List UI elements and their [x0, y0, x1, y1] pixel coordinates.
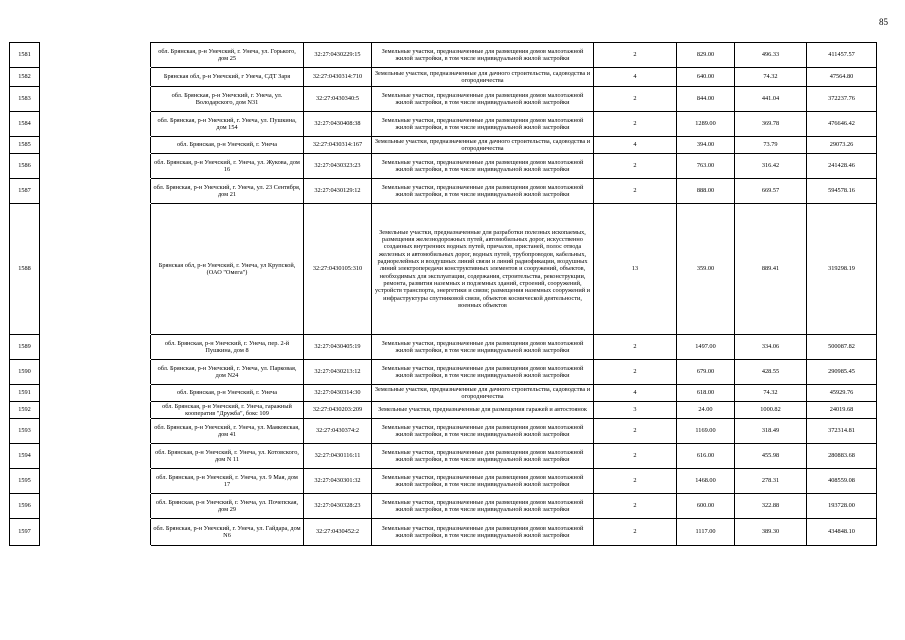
address-cell: обл. Брянская, р-н Унечский, г. Унеча, ул. 9 Мая, дом 17 [151, 469, 304, 494]
spacer-cell [40, 87, 151, 112]
cadastral-value-cell: 280883.68 [807, 444, 877, 469]
specific-value-cell: 441.04 [735, 87, 807, 112]
area-cell: 888.00 [677, 179, 735, 204]
spacer-cell [40, 360, 151, 385]
table-row [10, 112, 877, 137]
land-use-cell: Земельные участки, предназначенные для размещения домов малоэтажной жилой застройки, в том числе индивидуальной жилой застройки [372, 112, 594, 137]
page-number: 85 [879, 17, 888, 27]
area-cell: 1169.00 [677, 419, 735, 444]
address-cell: обл. Брянская, р-н Унечский, г. Унеча, ул. Горького, дом 25 [151, 43, 304, 68]
land-use-cell: Земельные участки, предназначенные для дачного строительства, садоводства и огородничества [372, 68, 594, 87]
land-use-cell: Земельные участки, предназначенные для размещения домов малоэтажной жилой застройки, в том числе индивидуальной жилой застройки [372, 360, 594, 385]
spacer-cell [40, 419, 151, 444]
area-cell: 1468.00 [677, 469, 735, 494]
cadastral-number-cell: 32:27:0430116:11 [304, 444, 372, 469]
land-use-cell: Земельные участки, предназначенные для размещения домов малоэтажной жилой застройки, в том числе индивидуальной жилой застройки [372, 444, 594, 469]
specific-value-cell: 74.32 [735, 385, 807, 402]
group-cell: 2 [594, 87, 677, 112]
cadastral-number-cell: 32:27:0430314:710 [304, 68, 372, 87]
cadastral-value-cell: 319298.19 [807, 204, 877, 335]
group-cell: 2 [594, 43, 677, 68]
group-cell: 13 [594, 204, 677, 335]
address-cell: обл. Брянская, р-н Унечский, г. Унеча [151, 385, 304, 402]
cadastral-number-cell: 32:27:0430105:310 [304, 204, 372, 335]
area-cell: 844.00 [677, 87, 735, 112]
specific-value-cell: 389.30 [735, 519, 807, 546]
table-row [10, 137, 877, 154]
area-cell: 679.00 [677, 360, 735, 385]
row-number: 1594 [10, 444, 40, 469]
spacer-cell [40, 154, 151, 179]
cadastral-value-cell: 372314.81 [807, 419, 877, 444]
specific-value-cell: 496.33 [735, 43, 807, 68]
spacer-cell [40, 469, 151, 494]
group-cell: 2 [594, 154, 677, 179]
address-cell: обл. Брянская, р-н Унечский, г. Унеча, гаражный кооператив "Дружба", бокс 109 [151, 402, 304, 419]
row-number: 1589 [10, 335, 40, 360]
group-cell: 3 [594, 402, 677, 419]
table-row [10, 402, 877, 419]
row-number: 1581 [10, 43, 40, 68]
cadastral-value-cell: 29073.26 [807, 137, 877, 154]
specific-value-cell: 73.79 [735, 137, 807, 154]
address-cell: обл. Брянская, р-н Унечский, г. Унеча, ул. Гайдара, дом N6 [151, 519, 304, 546]
row-number: 1596 [10, 494, 40, 519]
row-number: 1587 [10, 179, 40, 204]
table-body [10, 43, 877, 546]
table-row [10, 179, 877, 204]
cadastral-number-cell: 32:27:0430374:2 [304, 419, 372, 444]
spacer-cell [40, 179, 151, 204]
specific-value-cell: 278.31 [735, 469, 807, 494]
land-use-cell: Земельные участки, предназначенные для размещения домов малоэтажной жилой застройки, в том числе индивидуальной жилой застройки [372, 519, 594, 546]
address-cell: обл. Брянская, р-н Унечский, г. Унеча [151, 137, 304, 154]
group-cell: 2 [594, 179, 677, 204]
table-row [10, 419, 877, 444]
table-row [10, 335, 877, 360]
cadastral-value-cell: 24019.68 [807, 402, 877, 419]
cadastral-value-cell: 434848.10 [807, 519, 877, 546]
specific-value-cell: 889.41 [735, 204, 807, 335]
table-row [10, 204, 877, 335]
row-number: 1592 [10, 402, 40, 419]
cadastral-number-cell: 32:27:0430408:38 [304, 112, 372, 137]
spacer-cell [40, 385, 151, 402]
group-cell: 4 [594, 385, 677, 402]
land-use-cell: Земельные участки, предназначенные для размещения домов малоэтажной жилой застройки, в том числе индивидуальной жилой застройки [372, 419, 594, 444]
row-number: 1585 [10, 137, 40, 154]
cadastral-number-cell: 32:27:0430213:12 [304, 360, 372, 385]
table-row [10, 68, 877, 87]
specific-value-cell: 669.57 [735, 179, 807, 204]
specific-value-cell: 369.78 [735, 112, 807, 137]
area-cell: 1117.00 [677, 519, 735, 546]
area-cell: 616.00 [677, 444, 735, 469]
group-cell: 2 [594, 469, 677, 494]
land-use-cell: Земельные участки, предназначенные для разработки полезных ископаемых, размещения железнодорожных путей, автомобильных дорог, искусственно созданных внутренних водных путей, причалов, пристаней, полос отвода железных и автомобильных дорог, водных путей, трубопроводов, кабельных, радиорелейных и воздушных линий связи и линий радиофикации, воздушных линий электропередачи конструктивных элементов и сооружений, объектов, необходимых для эксплуатации, содержания, строительства, реконструкции, ремонта, развития наземных и подземных зданий, строений, сооружений, устройств транспорта, энергетики и связи; размещения наземных сооружений и инфраструктуры спутниковой связи, объектов космической деятельности, военных объектов [372, 204, 594, 335]
group-cell: 2 [594, 360, 677, 385]
group-cell: 2 [594, 419, 677, 444]
address-cell: обл. Брянская, р-н Унечский, г. Унеча, ул. Почепская, дом 29 [151, 494, 304, 519]
address-cell: обл. Брянская, р-н Унечский, г. Унеча, ул. Котовского, дом N 11 [151, 444, 304, 469]
spacer-cell [40, 137, 151, 154]
specific-value-cell: 322.88 [735, 494, 807, 519]
area-cell: 763.00 [677, 154, 735, 179]
land-use-cell: Земельные участки, предназначенные для дачного строительства, садоводства и огородничества [372, 137, 594, 154]
spacer-cell [40, 112, 151, 137]
spacer-cell [40, 402, 151, 419]
land-use-cell: Земельные участки, предназначенные для размещения домов малоэтажной жилой застройки, в том числе индивидуальной жилой застройки [372, 335, 594, 360]
cadastral-number-cell: 32:27:0430328:23 [304, 494, 372, 519]
group-cell: 2 [594, 444, 677, 469]
area-cell: 829.00 [677, 43, 735, 68]
row-number: 1597 [10, 519, 40, 546]
land-use-cell: Земельные участки, предназначенные для размещения домов малоэтажной жилой застройки, в том числе индивидуальной жилой застройки [372, 179, 594, 204]
cadastral-value-cell: 476646.42 [807, 112, 877, 137]
address-cell: обл. Брянская, р-н Унечский, г. Унеча, ул. Пушкина, дом 154 [151, 112, 304, 137]
land-use-cell: Земельные участки, предназначенные для размещения домов малоэтажной жилой застройки, в том числе индивидуальной жилой застройки [372, 43, 594, 68]
cadastral-number-cell: 32:27:0430301:32 [304, 469, 372, 494]
group-cell: 2 [594, 519, 677, 546]
specific-value-cell: 1000.82 [735, 402, 807, 419]
cadastral-value-cell: 500087.82 [807, 335, 877, 360]
address-cell: обл. Брянская, р-н Унечский, г. Унеча, ул. 23 Сентября, дом 21 [151, 179, 304, 204]
spacer-cell [40, 494, 151, 519]
cadastral-value-cell: 408559.08 [807, 469, 877, 494]
area-cell: 394.00 [677, 137, 735, 154]
row-number: 1591 [10, 385, 40, 402]
cadastral-number-cell: 32:27:0430314:30 [304, 385, 372, 402]
row-number: 1593 [10, 419, 40, 444]
address-cell: обл. Брянская, р-н Унечский, г. Унеча, пер. 2-й Пушкина, дом 8 [151, 335, 304, 360]
spacer-cell [40, 68, 151, 87]
table-row [10, 494, 877, 519]
land-use-cell: Земельные участки, предназначенные для размещения домов малоэтажной жилой застройки, в том числе индивидуальной жилой застройки [372, 87, 594, 112]
land-use-cell: Земельные участки, предназначенные для размещения домов малоэтажной жилой застройки, в том числе индивидуальной жилой застройки [372, 494, 594, 519]
table-row [10, 154, 877, 179]
row-number: 1582 [10, 68, 40, 87]
spacer-cell [40, 519, 151, 546]
table-row [10, 444, 877, 469]
group-cell: 4 [594, 137, 677, 154]
cadastral-value-cell: 411457.57 [807, 43, 877, 68]
land-use-cell: Земельные участки, предназначенные для размещения гаражей и автостоянок [372, 402, 594, 419]
land-use-cell: Земельные участки, предназначенные для размещения домов малоэтажной жилой застройки, в том числе индивидуальной жилой застройки [372, 469, 594, 494]
specific-value-cell: 334.06 [735, 335, 807, 360]
row-number: 1595 [10, 469, 40, 494]
land-use-cell: Земельные участки, предназначенные для дачного строительства, садоводства и огородничества [372, 385, 594, 402]
area-cell: 359.00 [677, 204, 735, 335]
cadastral-value-cell: 290985.45 [807, 360, 877, 385]
cadastral-value-cell: 193728.00 [807, 494, 877, 519]
spacer-cell [40, 335, 151, 360]
cadastral-value-cell: 372237.76 [807, 87, 877, 112]
area-cell: 1497.00 [677, 335, 735, 360]
cadastral-number-cell: 32:27:0430452:2 [304, 519, 372, 546]
cadastral-value-table [9, 42, 877, 546]
group-cell: 2 [594, 335, 677, 360]
group-cell: 2 [594, 112, 677, 137]
table-row [10, 519, 877, 546]
specific-value-cell: 74.32 [735, 68, 807, 87]
address-cell: Брянская обл, р-н Унечский, г. Унеча, ул Крупской, (ОАО "Омега") [151, 204, 304, 335]
specific-value-cell: 455.98 [735, 444, 807, 469]
row-number: 1588 [10, 204, 40, 335]
row-number: 1583 [10, 87, 40, 112]
area-cell: 24.00 [677, 402, 735, 419]
row-number: 1586 [10, 154, 40, 179]
specific-value-cell: 318.49 [735, 419, 807, 444]
group-cell: 2 [594, 494, 677, 519]
address-cell: обл. Брянская, р-н Унечский, г. Унеча, ул. Жукова, дом 16 [151, 154, 304, 179]
area-cell: 640.00 [677, 68, 735, 87]
table-row [10, 360, 877, 385]
cadastral-value-cell: 47564.80 [807, 68, 877, 87]
cadastral-value-cell: 594578.16 [807, 179, 877, 204]
cadastral-number-cell: 32:27:0430203:209 [304, 402, 372, 419]
address-cell: обл. Брянская, р-н Унечский, г. Унеча, ул. Парковая, дом N24 [151, 360, 304, 385]
cadastral-number-cell: 32:27:0430229:15 [304, 43, 372, 68]
specific-value-cell: 316.42 [735, 154, 807, 179]
specific-value-cell: 428.55 [735, 360, 807, 385]
cadastral-number-cell: 32:27:0430323:23 [304, 154, 372, 179]
row-number: 1584 [10, 112, 40, 137]
spacer-cell [40, 43, 151, 68]
area-cell: 600.00 [677, 494, 735, 519]
row-number: 1590 [10, 360, 40, 385]
address-cell: обл. Брянская, р-н Унечский, г. Унеча, ул. Володарского, дом N31 [151, 87, 304, 112]
table-row [10, 87, 877, 112]
cadastral-number-cell: 32:27:0430405:19 [304, 335, 372, 360]
table-row [10, 43, 877, 68]
area-cell: 1289.00 [677, 112, 735, 137]
cadastral-value-cell: 241428.46 [807, 154, 877, 179]
cadastral-value-cell: 45929.76 [807, 385, 877, 402]
spacer-cell [40, 204, 151, 335]
cadastral-number-cell: 32:27:0430340:5 [304, 87, 372, 112]
cadastral-number-cell: 32:27:0430314:167 [304, 137, 372, 154]
spacer-cell [40, 444, 151, 469]
address-cell: обл. Брянская, р-н Унечский, г. Унеча, ул. Маяковская, дом 41 [151, 419, 304, 444]
group-cell: 4 [594, 68, 677, 87]
table-row [10, 385, 877, 402]
area-cell: 618.00 [677, 385, 735, 402]
address-cell: Брянская обл, р-н Унечский, г Унеча, СДТ Заря [151, 68, 304, 87]
land-use-cell: Земельные участки, предназначенные для размещения домов малоэтажной жилой застройки, в том числе индивидуальной жилой застройки [372, 154, 594, 179]
cadastral-number-cell: 32:27:0430129:12 [304, 179, 372, 204]
table-row [10, 469, 877, 494]
